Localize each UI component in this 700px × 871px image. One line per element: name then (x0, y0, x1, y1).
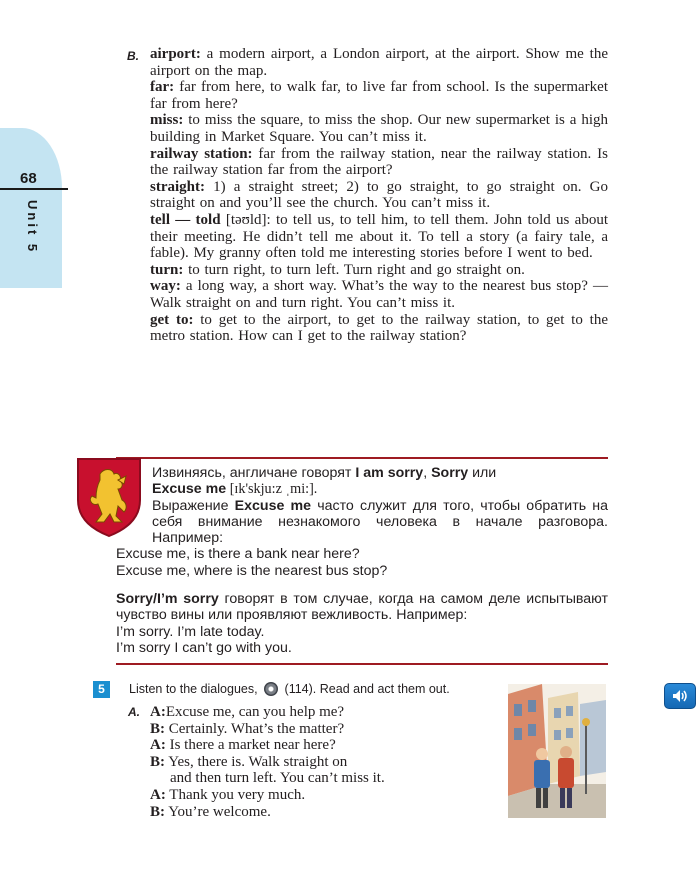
vocab-entry-straight: straight: 1) a straight street; 2) to go straight, to go straight on. Go straight on and you’ll see the church. You can’t miss it. (150, 178, 608, 212)
dialogue-line: A: Thank you very much. (150, 786, 306, 803)
vocabulary-section (128, 46, 608, 345)
vocab-entry-turn: turn: to turn right, to turn left. Turn right and go straight on. (150, 261, 525, 278)
exercise-instruction: Listen to the dialogues, (114). Read and act them out. (129, 682, 450, 696)
grammar-note (116, 465, 608, 656)
vocab-entry-miss: miss: to miss the square, to miss the shop. Our new supermarket is a high building in Market Square. You can’t miss it. (150, 112, 608, 145)
note-example-2: Excuse me, where is the nearest bus stop? (116, 562, 388, 579)
street-scene-illustration (508, 684, 606, 818)
dialogue-line: B: You’re welcome. (150, 803, 271, 820)
vocab-entry-get-to: get to: to get to the airport, to get to the railway station, to get to the metro station. How can I get to the railway station? (150, 311, 608, 345)
dialogue-line: and then turn left. You can’t miss it. (170, 770, 385, 787)
note-bottom-rule (116, 663, 608, 665)
vocab-entry-railway-station: railway station: far from the railway station, near the railway station. Is the railway station far from the airport? (150, 145, 608, 179)
dialogue-line: B: Certainly. What’s the matter? (150, 720, 345, 737)
dialogue-line: A: Is there a market near here? (150, 737, 336, 754)
unit-label: Unit 5 (25, 200, 40, 255)
dialogue-line: A. A:Excuse me, can you help me? (128, 704, 345, 720)
dialogue-letter: A. (128, 705, 140, 719)
exercise-number-badge: 5 (93, 681, 110, 698)
vocab-entry-tell: tell — told [təʊld]: to tell us, to tell him, to tell them. John told us about their meeting. He didn’t tell me about it. To tell a story (a fairy tale, a fable). My granny often told me interesting stories before I went to bed. (150, 211, 608, 262)
dialogue-line: B: Yes, there is. Walk straight on (150, 753, 348, 770)
audio-disc-icon (264, 682, 278, 696)
vocabulary-letter: B. (127, 49, 139, 63)
note-example-4: I’m sorry I can’t go with you. (116, 639, 292, 656)
note-paragraph-2: Выражение Excuse me часто служит для того, чтобы обратить на себя внимание незнакомого человека в начале разговора. Например: (152, 497, 609, 547)
page-number-rule (0, 188, 68, 190)
vocab-entry-far: far: far from here, to walk far, to live far from school. Is the supermarket far from here? (150, 79, 608, 112)
vocab-entry-airport: airport: a modern airport, a London airport, at the airport. Show me the airport on the map. (150, 46, 608, 79)
note-top-rule (116, 457, 608, 459)
speaker-icon (665, 684, 695, 708)
note-paragraph-1: Извиняясь, англичане говорят I am sorry, Sorry или Excuse me [ɪk'skju:z ˌmi:]. (152, 465, 497, 498)
note-example-1: Excuse me, is there a bank near here? (116, 546, 360, 563)
page-number: 68 (20, 170, 37, 187)
audio-play-button[interactable] (664, 683, 696, 709)
note-example-3: I’m sorry. I’m late today. (116, 623, 265, 640)
note-paragraph-3: Sorry/I’m sorry говорят в том случае, когда на самом деле испытывают чувство вины или проявляют вежливость. Например: (116, 591, 608, 624)
dialogue-a (128, 704, 385, 820)
vocab-entry-way: way: a long way, a short way. What’s the way to the nearest bus stop? — Walk straight on and turn right. You can’t miss it. (150, 278, 608, 311)
